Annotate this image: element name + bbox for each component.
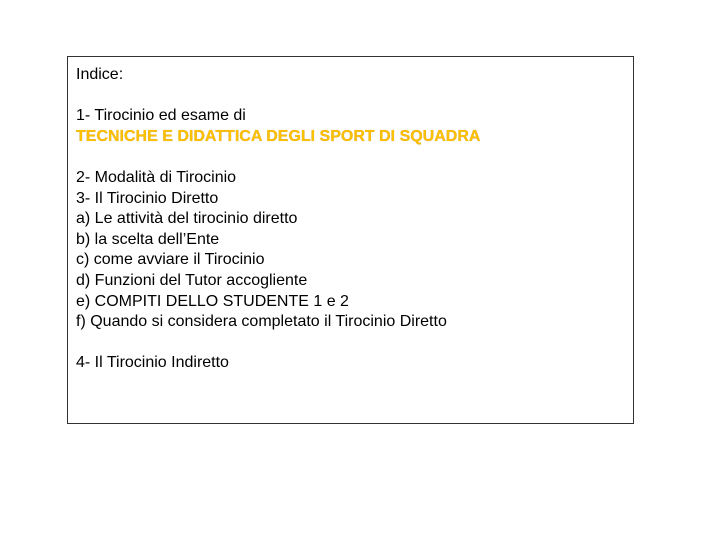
section-1-title: 1- Tirocinio ed esame di bbox=[76, 107, 246, 125]
section-2: 2- Modalità di Tirocinio bbox=[76, 168, 237, 186]
spacer bbox=[76, 147, 633, 168]
list-item: f) Quando si considera completato il Tirocinio Diretto bbox=[76, 313, 447, 331]
list-item: a) Le attività del tirocinio diretto bbox=[76, 210, 298, 228]
index-heading: Indice: bbox=[76, 66, 124, 83]
section-4: 4- Il Tirocinio Indiretto bbox=[76, 354, 229, 372]
list-item: b) la scelta dell’Ente bbox=[76, 230, 220, 248]
index-box bbox=[67, 56, 634, 424]
spacer bbox=[76, 86, 633, 107]
list-item: e) COMPITI DELLO STUDENTE 1 e 2 bbox=[76, 292, 349, 310]
spacer bbox=[76, 333, 633, 354]
section-3: 3- Il Tirocinio Diretto bbox=[76, 189, 219, 207]
section-1-highlight: TECNICHE E DIDATTICA DEGLI SPORT DI SQUADRA bbox=[76, 127, 481, 145]
list-item: c) come avviare il Tirocinio bbox=[76, 251, 265, 269]
list-item: d) Funzioni del Tutor accogliente bbox=[76, 271, 308, 289]
